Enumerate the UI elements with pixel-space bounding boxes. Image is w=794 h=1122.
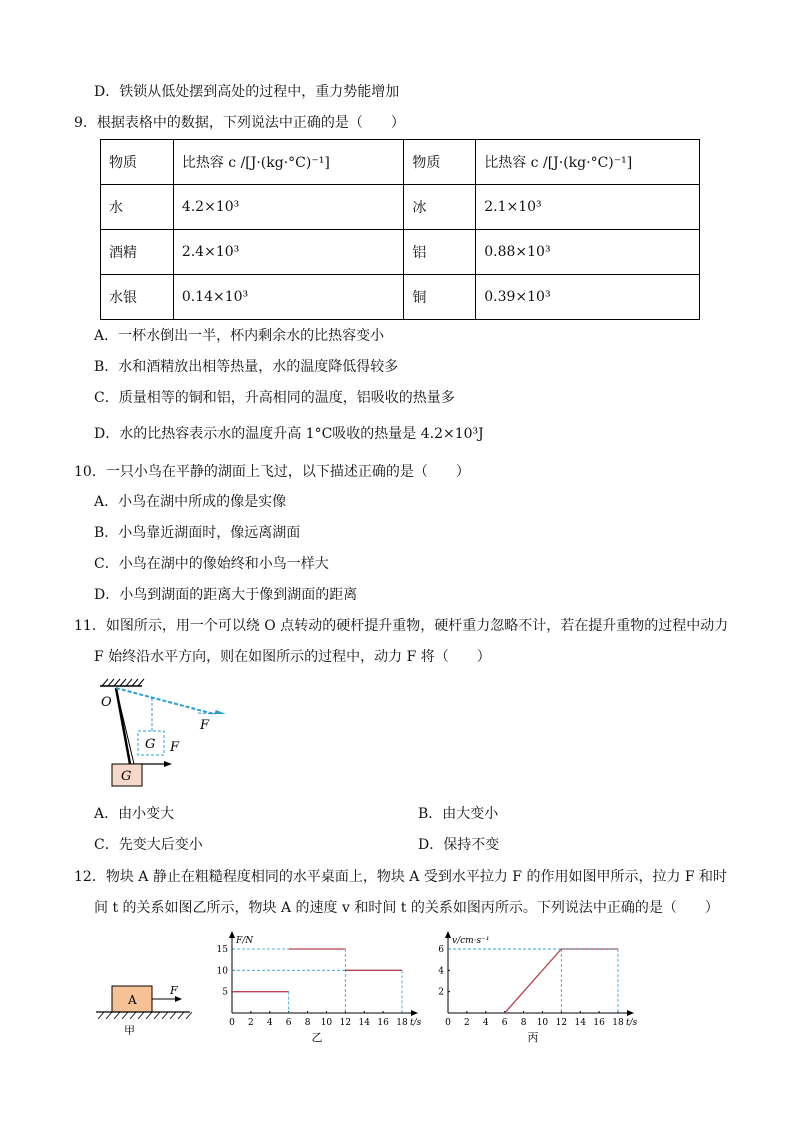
q10-option-a: A．小鸟在湖中所成的像是实像 [94, 494, 287, 510]
chart-yi [212, 928, 422, 1043]
x-tick-label: 12 [555, 1018, 568, 1028]
q11-stem-line1: 11．如图所示，用一个可以绕 O 点转动的硬杆提升重物，硬杆重力忽略不计，若在提升重物的过程中动力 [74, 618, 729, 634]
specific-heat-table [100, 139, 700, 320]
x-tick-label: 6 [285, 1018, 292, 1028]
force-arrowhead [164, 761, 172, 767]
q10-option-b: B．小鸟靠近湖面时，像远离湖面 [94, 525, 301, 541]
y-axis-label: v/cm·s⁻¹ [452, 936, 490, 946]
x-tick-label: 10 [320, 1018, 333, 1028]
pull-force-label: F [170, 984, 178, 997]
x-tick-label: 14 [574, 1018, 586, 1028]
x-axis-arrowhead [627, 1010, 634, 1016]
table-cell: 0.39×10³ [476, 275, 700, 320]
fig-jia-caption: 甲 [124, 1024, 135, 1037]
x-tick-label: 8 [304, 1018, 311, 1028]
lever-string [116, 688, 134, 764]
table-header-cell: 物质 [404, 140, 476, 185]
q11-option-a: A．由小变大 [94, 806, 175, 822]
table-cell: 2.1×10³ [476, 185, 700, 230]
rotated-force-label: F [200, 718, 210, 733]
fig-jia [92, 930, 202, 1040]
table-cell: 4.2×10³ [173, 185, 404, 230]
table-cell: 铜 [404, 275, 476, 320]
table-cell: 0.88×10³ [476, 230, 700, 275]
rotated-weight-label: G [145, 737, 156, 752]
x-tick-label: 12 [339, 1018, 352, 1028]
y-tick-label: 4 [438, 966, 444, 977]
x-axis-label: t/s [626, 1018, 638, 1028]
q9-stem: 9．根据表格中的数据，下列说法中正确的是（ ） [74, 115, 405, 131]
ceiling-hatch [102, 679, 144, 686]
weight-label: G [121, 769, 132, 784]
pivot-label: O [101, 695, 112, 710]
q11-stem-line2: F 始终沿水平方向，则在如图所示的过程中，动力 F 将（ ） [94, 649, 491, 665]
table-cell: 冰 [404, 185, 476, 230]
q9-option-c: C．质量相等的铜和铝，升高相同的温度，铝吸收的热量多 [94, 390, 455, 406]
table-row [101, 275, 700, 320]
table-cell: 水银 [101, 275, 174, 320]
chart-caption: 丙 [527, 1031, 539, 1044]
table-row [101, 230, 700, 275]
block-a-label: A [128, 993, 137, 1007]
x-tick-label: 4 [266, 1018, 273, 1028]
table-cell: 铝 [404, 230, 476, 275]
q8-option-d: D．铁锁从低处摆到高处的过程中，重力势能增加 [94, 84, 400, 100]
x-tick-label: 2 [464, 1018, 470, 1028]
force-label: F [170, 740, 180, 755]
q11-option-c: C．先变大后变小 [94, 837, 203, 853]
table-cell: 2.4×10³ [173, 230, 404, 275]
q10-option-c: C．小鸟在湖中的像始终和小鸟一样大 [94, 556, 329, 572]
y-tick-label: 6 [438, 945, 444, 955]
table-cell: 酒精 [101, 230, 174, 275]
chart-caption: 乙 [311, 1031, 323, 1044]
y-tick-label: 10 [216, 966, 228, 977]
x-tick-label: 4 [482, 1018, 489, 1028]
y-axis-label: F/N [236, 936, 254, 946]
x-tick-label: 14 [358, 1018, 370, 1028]
y-tick-label: 5 [222, 987, 228, 998]
x-tick-label: 0 [229, 1018, 235, 1028]
y-tick-label: 15 [216, 945, 228, 955]
x-tick-label: 2 [248, 1018, 254, 1028]
q10-option-d: D．小鸟到湖面的距离大于像到湖面的距离 [94, 587, 358, 603]
q11-option-b: B．由大变小 [418, 806, 499, 822]
lever-figure [94, 676, 254, 791]
y-axis-arrowhead [229, 931, 235, 938]
table-hatch [98, 1012, 192, 1019]
x-tick-label: 6 [501, 1018, 508, 1028]
q12-stem-line1: 12．物块 A 静止在粗糙程度相同的水平桌面上，物块 A 受到水平拉力 F 的作用如图甲所示，拉力 F 和时 [74, 869, 728, 885]
x-tick-label: 18 [396, 1018, 408, 1028]
chart-bing [428, 928, 638, 1043]
x-tick-label: 18 [612, 1018, 624, 1028]
q9-option-a: A．一杯水倒出一半，杯内剩余水的比热容变小 [94, 328, 385, 344]
table-cell: 0.14×10³ [173, 275, 404, 320]
rotated-rod-dashed [116, 688, 214, 714]
y-tick-label: 2 [438, 987, 444, 998]
table-header-cell: 比热容 c /[J·(kg·°C)⁻¹] [476, 140, 700, 185]
q12-stem-line2: 间 t 的关系如图乙所示，物块 A 的速度 v 和时间 t 的关系如图丙所示。下列说法中正确的是（ ） [94, 900, 719, 916]
q10-stem: 10．一只小鸟在平静的湖面上飞过，以下描述正确的是（ ） [74, 464, 470, 480]
x-axis-arrowhead [411, 1010, 418, 1016]
x-tick-label: 16 [593, 1018, 605, 1028]
table-header-row [101, 140, 700, 185]
table-header-cell: 比热容 c /[J·(kg·°C)⁻¹] [173, 140, 404, 185]
lever-rod [116, 688, 130, 764]
q9-option-d: D．水的比热容表示水的温度升高 1°C吸收的热量是 4.2×10³J [94, 426, 484, 442]
x-tick-label: 10 [536, 1018, 549, 1028]
table-row [101, 185, 700, 230]
x-tick-label: 16 [377, 1018, 389, 1028]
q11-option-d: D．保持不变 [418, 837, 500, 853]
table-cell: 水 [101, 185, 174, 230]
table-header-cell: 物质 [101, 140, 174, 185]
x-tick-label: 0 [445, 1018, 451, 1028]
y-axis-arrowhead [445, 931, 451, 938]
q9-option-b: B．水和酒精放出相等热量，水的温度降低得较多 [94, 359, 399, 375]
x-axis-label: t/s [410, 1018, 422, 1028]
x-tick-label: 8 [520, 1018, 527, 1028]
